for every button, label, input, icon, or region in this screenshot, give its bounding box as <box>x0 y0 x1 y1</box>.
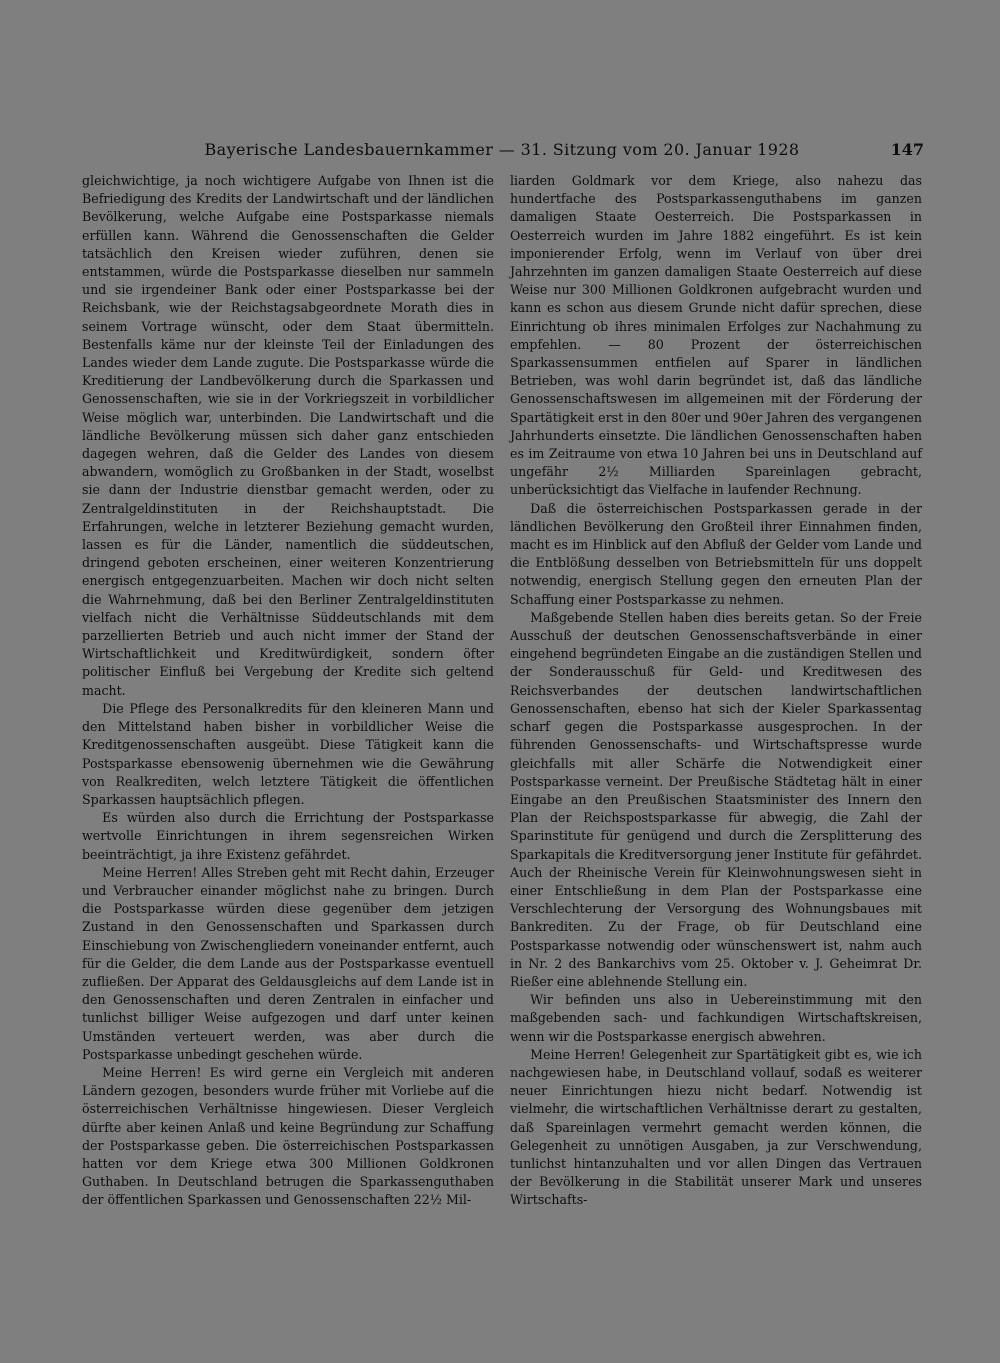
header-title: Bayerische Landesbauernkammer — 31. Sitzung vom 20. Januar 1928 <box>204 140 800 159</box>
paragraph: Meine Herren! Alles Streben geht mit Recht dahin, Erzeuger und Verbraucher einander möglichst nahe zu bringen. Durch die Postsparkasse würden diese gegenüber dem jetzigen Zustand in den Genossenschaften und Sparkassen durch Einschiebung von Zwischengliedern voneinander entfernt, auch für die Gelder, die dem Lande aus der Postsparkasse eventuell zufließen. Der Apparat des Geldausgleichs auf dem Lande ist in den Genossenschaften und deren Zentralen in einfacher und tunlichst billiger Weise aufgezogen und darf unter keinen Umständen verteuert werden, was aber durch die Postsparkasse unbedingt geschehen würde. <box>82 864 494 1062</box>
paragraph: Wir befinden uns also in Uebereinstimmung mit den maßgebenden sach- und fachkundigen Wirtschaftskreisen, wenn wir die Postsparkasse energisch abwehren. <box>510 992 922 1044</box>
paragraph: Die Pflege des Personalkredits für den kleineren Mann und den Mittelstand haben bisher in vorbildlicher Weise die Kreditgenossenschaften ausgeübt. Diese Tätigkeit kann die Postsparkasse ebensowenig übernehmen wie die Gewährung von Realkrediten, welch letztere Tätigkeit die öffentlichen Sparkassen hauptsächlich pflegen. <box>82 700 494 807</box>
paragraph: Maßgebende Stellen haben dies bereits getan. So der Freie Ausschuß der deutschen Genossenschaftsverbände in einer eingehend begründeten Eingabe an die zuständigen Stellen und der Sonderausschuß für Geld- und Kreditwesen des Reichsverbandes der deutschen landwirtschaftlichen Genossenschaften, ebenso hat sich der Kieler Sparkassentag scharf gegen die Postsparkasse ausgesprochen. In der führenden Genossenschafts- und Wirtschaftspresse wurde gleichfalls mit aller Schärfe die Notwendigkeit einer Postsparkasse verneint. Der Preußische Städtetag hält in einer Eingabe an den Preußischen Staatsminister des Innern den Plan der Reichspostsparkasse für abwegig, die Zahl der Sparinstitute für genügend und durch die Zersplitterung des Sparkapitals die Kreditversorgung jener Institute für gefährdet. Auch der Rheinische Verein für Kleinwohnungswesen sieht in einer Entschließung in dem Plan der Postsparkasse eine Verschlechterung der Versorgung des Wohnungsbaues mit Bankrediten. Zu der Frage, ob für Deutschland eine Postsparkasse notwendig oder wünschenswert ist, nahm auch in Nr. 2 des Bankarchivs vom 25. Oktober v. J. Geheimrat Dr. Rießer eine ablehnende Stellung ein. <box>510 609 922 989</box>
paragraph: Meine Herren! Es wird gerne ein Vergleich mit anderen Ländern gezogen, besonders wurde früher mit Vorliebe auf die österreichischen Verhältnisse hingewiesen. Dieser Vergleich dürfte aber keinen Anlaß und keine Begründung zur Schaffung der Postsparkasse geben. Die österreichischen Postsparkassen hatten vor dem Kriege etwa 300 Millionen Goldkronen Guthaben. In Deutschland betrugen die Sparkassenguthaben der öffentlichen Sparkassen und Genossenschaften 22½ Mil- <box>82 1064 494 1208</box>
left-column <box>82 172 494 1210</box>
right-column <box>510 172 922 1210</box>
paragraph: gleichwichtige, ja noch wichtigere Aufgabe von Ihnen ist die Befriedigung des Kredits der Landwirtschaft und der ländlichen Bevölkerung, welche Aufgabe eine Postsparkasse niemals erfüllen kann. Während die Genossenschaften die Gelder tatsächlich den Kreisen wieder zuführen, denen sie entstammen, würde die Postsparkasse dieselben nur sammeln und sie irgendeiner Bank oder einer Postsparkasse bei der Reichsbank, wie der Reichstagsabgeordnete Morath dies in seinem Vortrage wünscht, oder dem Staat übermitteln. Bestenfalls käme nur der kleinste Teil der Einladungen des Landes wieder dem Lande zugute. Die Postsparkasse würde die Kreditierung der Landbevölkerung durch die Sparkassen und Genossenschaften, wie sie in der Vorkriegszeit in vorbildlicher Weise möglich war, unterbinden. Die Landwirtschaft und die ländliche Bevölkerung müssen sich daher ganz entschieden dagegen wehren, daß die Gelder des Landes von diesem abwandern, womöglich zu Großbanken in der Stadt, woselbst sie dann der Industrie dienstbar gemacht werden, oder zu Zentralgeldinstituten in der Reichshauptstadt. Die Erfahrungen, welche in letzterer Beziehung gemacht wurden, lassen es für die Länder, namentlich die süddeutschen, dringend geboten erscheinen, einer weiteren Konzentrierung energisch entgegenzuarbeiten. Machen wir doch nicht selten die Wahrnehmung, daß bei den Berliner Zentralgeldinstituten vielfach nicht die Verhältnisse Süddeutschlands mit dem parzellierten Betrieb und auch nicht immer der Stand der Wirtschaftlichkeit und Kreditwürdigkeit, sondern öfter politischer Einfluß bei Vergebung der Kredite sich geltend macht. <box>82 173 494 698</box>
paragraph: liarden Goldmark vor dem Kriege, also nahezu das hundertfache des Postsparkassenguthabens im ganzen damaligen Staate Oesterreich. Die Postsparkassen in Oesterreich wurden im Jahre 1882 eingeführt. Es ist kein imponierender Erfolg, wenn im Verlauf von über drei Jahrzehnten im ganzen damaligen Staate Oesterreich auf diese Weise nur 300 Millionen Goldkronen aufgebracht wurden und kann es schon aus diesem Grunde nicht dafür sprechen, diese Einrichtung ob ihres minimalen Erfolges zur Nachahmung zu empfehlen. — 80 Prozent der österreichischen Sparkassensummen entfielen auf Sparer in ländlichen Betrieben, was wohl darin begründet ist, daß das ländliche Genossenschaftswesen im allgemeinen mit der Förderung der Spartätigkeit erst in den 80er und 90er Jahren des vergangenen Jahrhunderts einsetzte. Die ländlichen Genossenschaften haben es im Zeitraume von etwa 10 Jahren bei uns in Deutschland auf ungefähr 2½ Milliarden Spareinlagen gebracht, unberücksichtigt das Vielfache in laufender Rechnung. <box>510 173 922 498</box>
paragraph: Meine Herren! Gelegenheit zur Spartätigkeit gibt es, wie ich nachgewiesen habe, in Deutschland vollauf, sodaß es weiterer neuer Einrichtungen hiezu nicht bedarf. Notwendig ist vielmehr, die wirtschaftlichen Verhältnisse derart zu gestalten, daß Spareinlagen vermehrt gemacht werden können, die Gelegenheit zu unnötigen Ausgaben, ja zur Verschwendung, tunlichst hintanzuhalten und vor allen Dingen das Vertrauen der Bevölkerung in die Stabilität unserer Mark und unseres Wirtschafts- <box>510 1046 922 1208</box>
page-number: 147 <box>890 140 924 159</box>
paragraph: Es würden also durch die Errichtung der Postsparkasse wertvolle Einrichtungen in ihrem segensreichen Wirken beeinträchtigt, ja ihre Existenz gefährdet. <box>82 810 494 862</box>
running-header <box>82 140 924 164</box>
paragraph: Daß die österreichischen Postsparkassen gerade in der ländlichen Bevölkerung den Großteil ihrer Einnahmen finden, macht es im Hinblick auf den Abfluß der Gelder vom Lande und die Entblößung desselben von Betriebsmitteln für uns doppelt notwendig, energisch Stellung gegen den erneuten Plan der Schaffung einer Postsparkasse zu nehmen. <box>510 500 922 607</box>
